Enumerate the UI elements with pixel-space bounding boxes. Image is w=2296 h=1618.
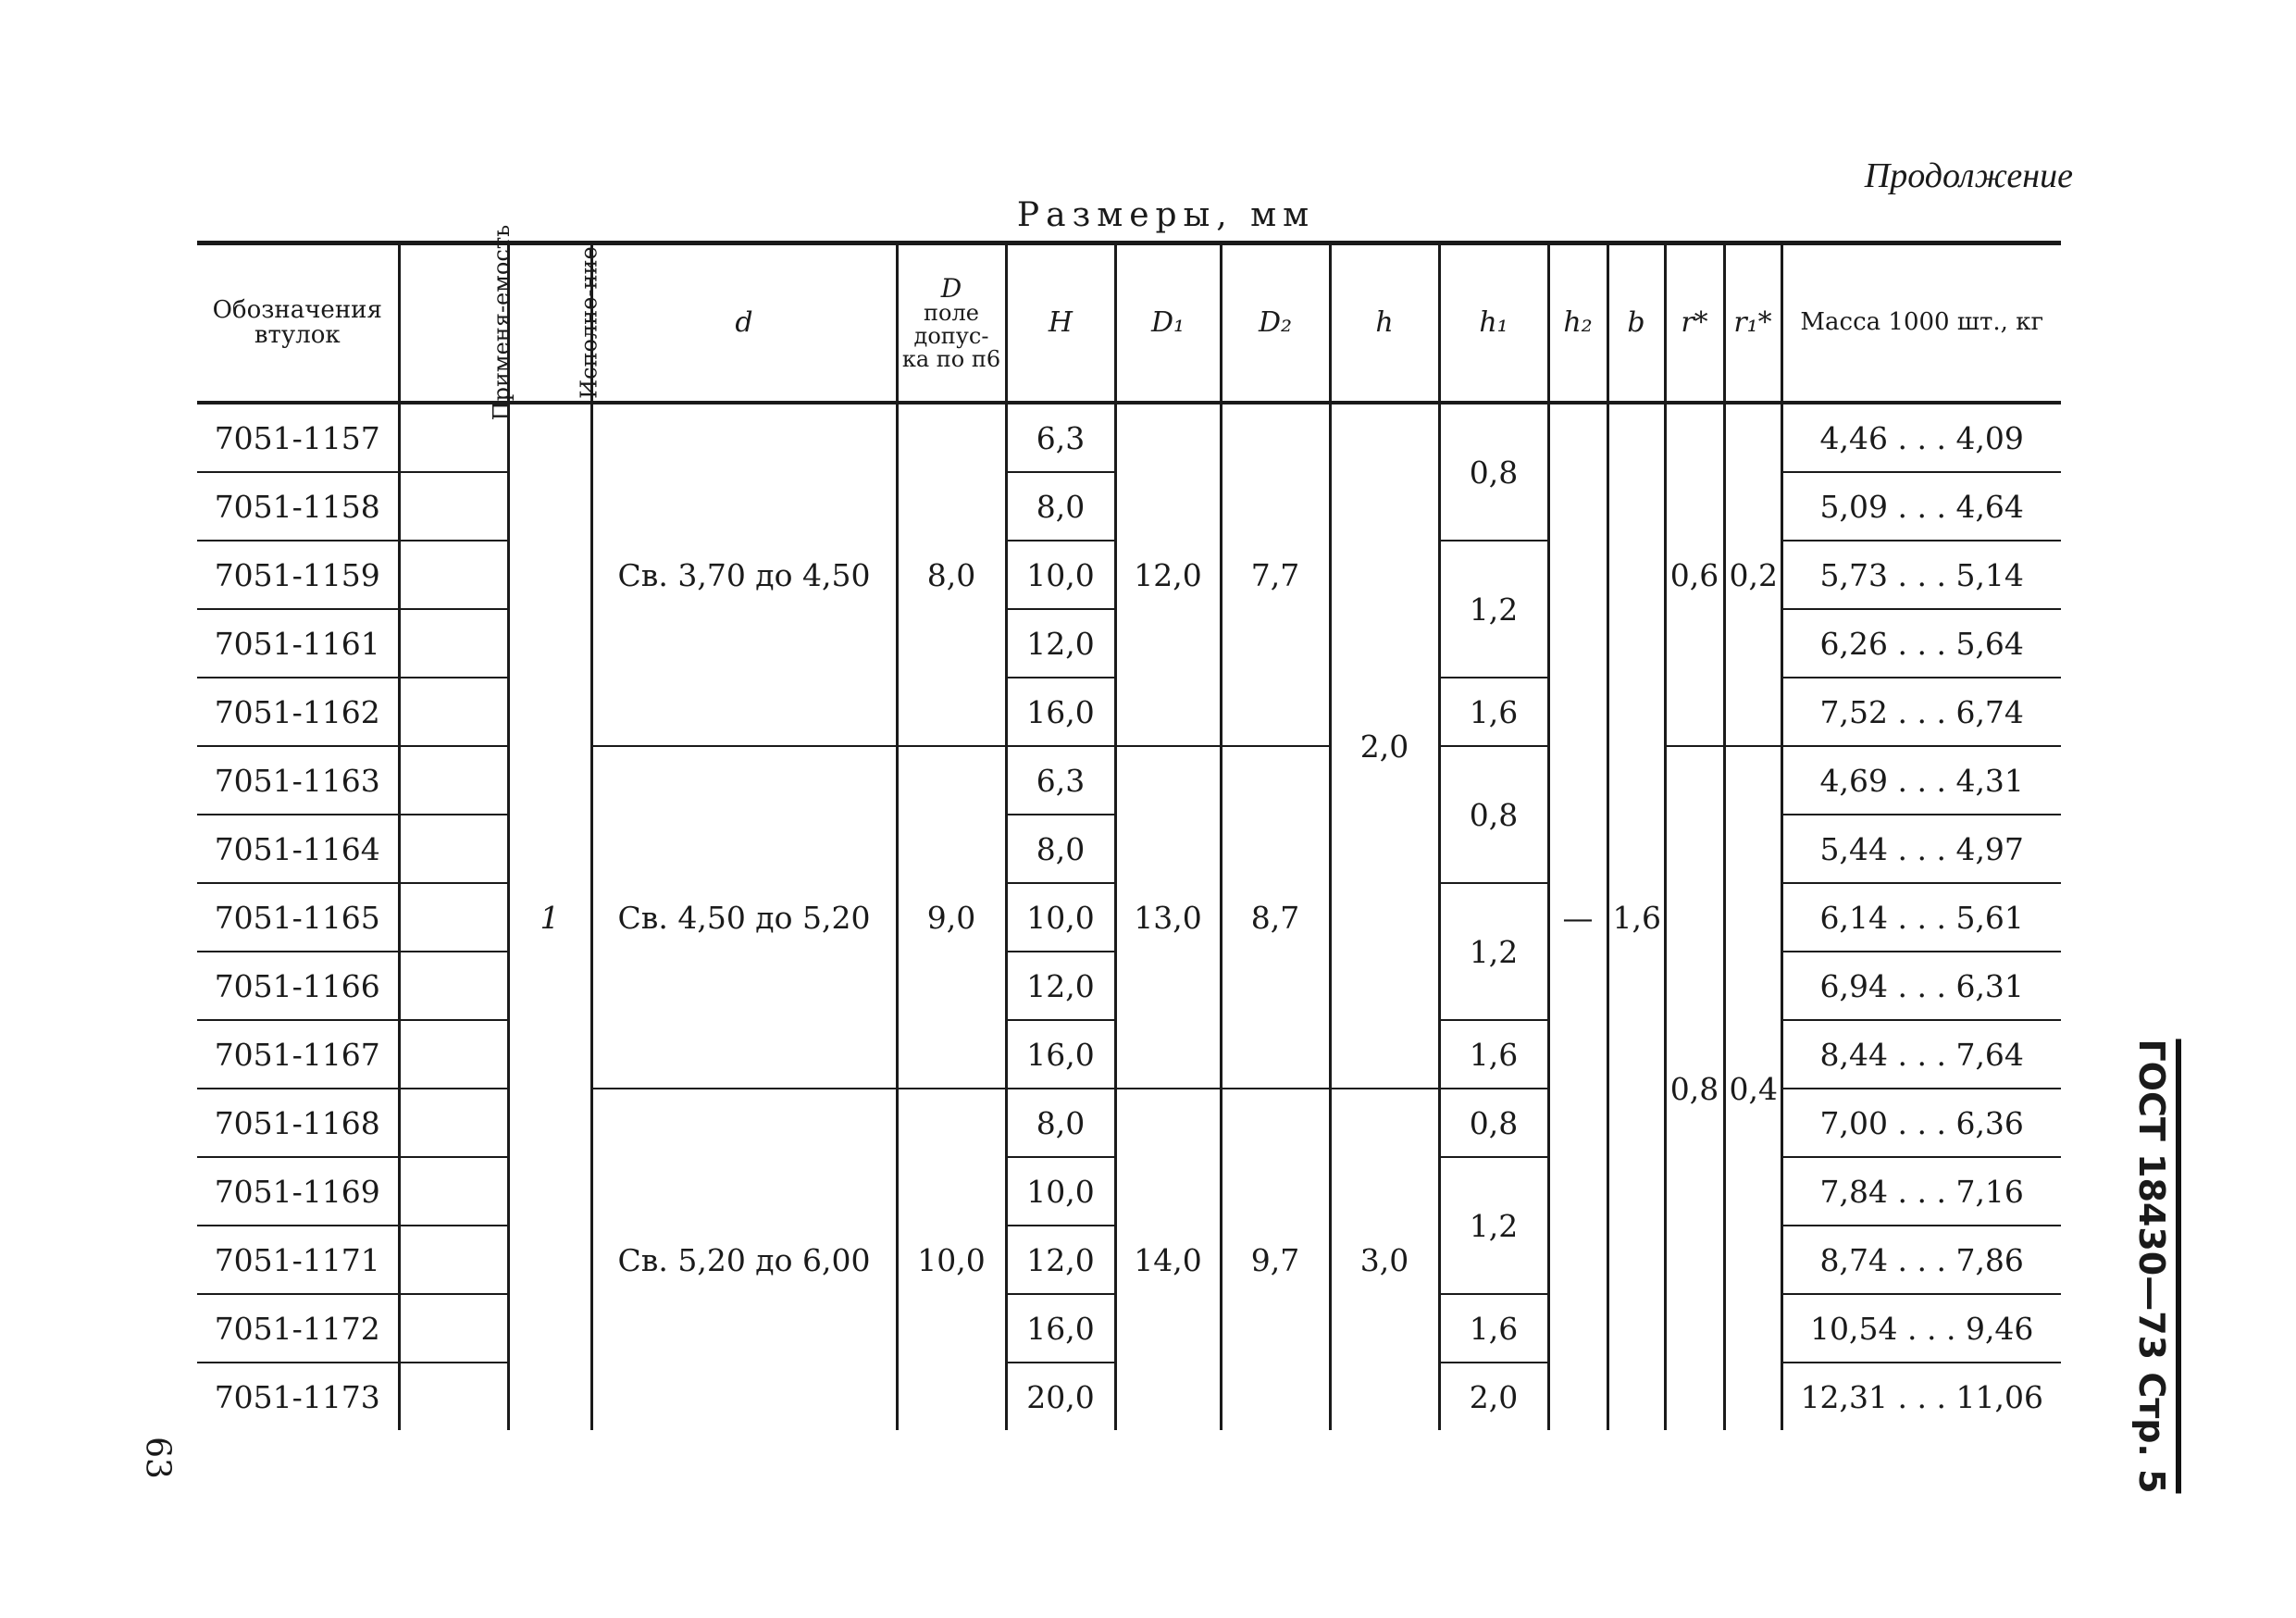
applicability-cell [399,1157,508,1226]
col-header-D1: D₁ [1115,243,1221,404]
D2-cell: 8,7 [1221,746,1330,1089]
col-header-version-text: Исполне-ние [576,246,602,400]
mass-cell: 7,00 . . . 6,36 [1781,1089,2061,1157]
side-standard-label [2128,1039,2184,1494]
h1-cell: 1,6 [1439,1020,1548,1089]
mass-cell: 4,69 . . . 4,31 [1781,746,2061,815]
col-header-b: b [1607,243,1665,404]
designation-cell: 7051-1165 [197,883,399,952]
H-cell: 16,0 [1006,678,1115,746]
H-cell: 16,0 [1006,1020,1115,1089]
col-header-applicability [399,225,515,421]
H-cell: 6,3 [1006,746,1115,815]
d-range-cell: Св. 5,20 до 6,00 [591,1089,897,1430]
designation-cell: 7051-1171 [197,1226,399,1294]
h-cell: 3,0 [1330,1089,1439,1430]
H-cell: 20,0 [1006,1363,1115,1430]
D1-cell: 12,0 [1115,403,1221,746]
mass-cell: 12,31 . . . 11,06 [1781,1363,2061,1430]
h1-cell: 2,0 [1439,1363,1548,1430]
designation-cell: 7051-1161 [197,609,399,678]
h-cell: 2,0 [1330,403,1439,1089]
table-row [197,1089,2061,1157]
designation-cell: 7051-1167 [197,1020,399,1089]
col-header-r1: r₁* [1724,243,1781,404]
H-cell: 8,0 [1006,815,1115,883]
mass-cell: 5,44 . . . 4,97 [1781,815,2061,883]
table-row [197,746,2061,815]
d-range-cell: Св. 4,50 до 5,20 [591,746,897,1089]
col-header-D-symbol: D [940,272,962,304]
d-range-cell: Св. 3,70 до 4,50 [591,403,897,746]
applicability-cell [399,883,508,952]
designation-cell: 7051-1162 [197,678,399,746]
applicability-cell [399,472,508,541]
bushing-spec-table [197,225,2061,1430]
mass-cell: 6,94 . . . 6,31 [1781,952,2061,1020]
col-header-D2: D₂ [1221,243,1330,404]
mass-cell: 6,26 . . . 5,64 [1781,609,2061,678]
designation-cell: 7051-1159 [197,541,399,609]
designation-cell: 7051-1163 [197,746,399,815]
r1-cell: 0,4 [1724,746,1781,1430]
col-header-D-tolerance: поле допус-ка по п6 [901,299,1001,373]
D1-cell: 13,0 [1115,746,1221,1089]
designation-cell: 7051-1158 [197,472,399,541]
applicability-cell [399,678,508,746]
dimensions-caption: Размеры, мм [1016,196,1316,234]
col-header-applicability-text: Применя-емость [488,225,515,421]
designation-cell: 7051-1169 [197,1157,399,1226]
applicability-cell [399,609,508,678]
col-header-h: h [1330,243,1439,404]
col-header-designation: Обозначения втулок [197,243,399,404]
col-header-h2: h₂ [1548,243,1607,404]
D2-cell: 7,7 [1221,403,1330,746]
H-cell: 12,0 [1006,952,1115,1020]
mass-cell: 7,84 . . . 7,16 [1781,1157,2061,1226]
applicability-cell [399,1020,508,1089]
designation-cell: 7051-1166 [197,952,399,1020]
r1-cell: 0,2 [1724,403,1781,746]
designation-cell: 7051-1164 [197,815,399,883]
h1-cell: 1,2 [1439,541,1548,678]
h1-cell: 0,8 [1439,403,1548,541]
applicability-cell [399,746,508,815]
spec-table-wrapper [197,225,2061,1430]
H-cell: 12,0 [1006,609,1115,678]
h1-cell: 1,2 [1439,883,1548,1020]
D-cell: 8,0 [897,403,1006,746]
H-cell: 10,0 [1006,883,1115,952]
designation-cell: 7051-1172 [197,1294,399,1363]
applicability-cell [399,815,508,883]
mass-cell: 5,09 . . . 4,64 [1781,472,2061,541]
h2-cell: — [1548,403,1607,1430]
mass-cell: 5,73 . . . 5,14 [1781,541,2061,609]
r-cell: 0,8 [1665,746,1724,1430]
applicability-cell [399,1226,508,1294]
col-header-D [897,243,1006,404]
page-number [130,1421,185,1495]
H-cell: 10,0 [1006,541,1115,609]
H-cell: 8,0 [1006,472,1115,541]
h1-cell: 1,6 [1439,678,1548,746]
page-number-text: 63 [138,1437,177,1479]
H-cell: 8,0 [1006,1089,1115,1157]
applicability-cell [399,1294,508,1363]
col-header-d: d [591,243,897,404]
h1-cell: 1,2 [1439,1157,1548,1294]
mass-cell: 8,44 . . . 7,64 [1781,1020,2061,1089]
H-cell: 16,0 [1006,1294,1115,1363]
h1-cell: 0,8 [1439,1089,1548,1157]
h1-cell: 1,6 [1439,1294,1548,1363]
designation-cell: 7051-1168 [197,1089,399,1157]
mass-cell: 8,74 . . . 7,86 [1781,1226,2061,1294]
col-header-h1: h₁ [1439,243,1548,404]
mass-cell: 6,14 . . . 5,61 [1781,883,2061,952]
applicability-cell [399,541,508,609]
applicability-cell [399,1363,508,1430]
continuation-label: Продолжение [1864,156,2073,195]
D1-cell: 14,0 [1115,1089,1221,1430]
h1-cell: 0,8 [1439,746,1548,883]
b-cell: 1,6 [1607,403,1665,1430]
col-header-mass: Масса 1000 шт., кг [1781,243,2061,404]
mass-cell: 4,46 . . . 4,09 [1781,403,2061,472]
D-cell: 10,0 [897,1089,1006,1430]
r-cell: 0,6 [1665,403,1724,746]
applicability-cell [399,952,508,1020]
D-cell: 9,0 [897,746,1006,1089]
H-cell: 10,0 [1006,1157,1115,1226]
version-cell: 1 [508,403,591,1430]
D2-cell: 9,7 [1221,1089,1330,1430]
side-standard-text: ГОСТ 18430—73 Стр. 5 [2131,1039,2181,1493]
applicability-cell [399,1089,508,1157]
col-header-r: r* [1665,243,1724,404]
mass-cell: 10,54 . . . 9,46 [1781,1294,2061,1363]
designation-cell: 7051-1157 [197,403,399,472]
table-header-row [197,243,2061,404]
col-header-version [508,243,602,404]
mass-cell: 7,52 . . . 6,74 [1781,678,2061,746]
table-row [197,403,2061,472]
col-header-H: H [1006,243,1115,404]
H-cell: 12,0 [1006,1226,1115,1294]
H-cell: 6,3 [1006,403,1115,472]
designation-cell: 7051-1173 [214,1378,380,1415]
